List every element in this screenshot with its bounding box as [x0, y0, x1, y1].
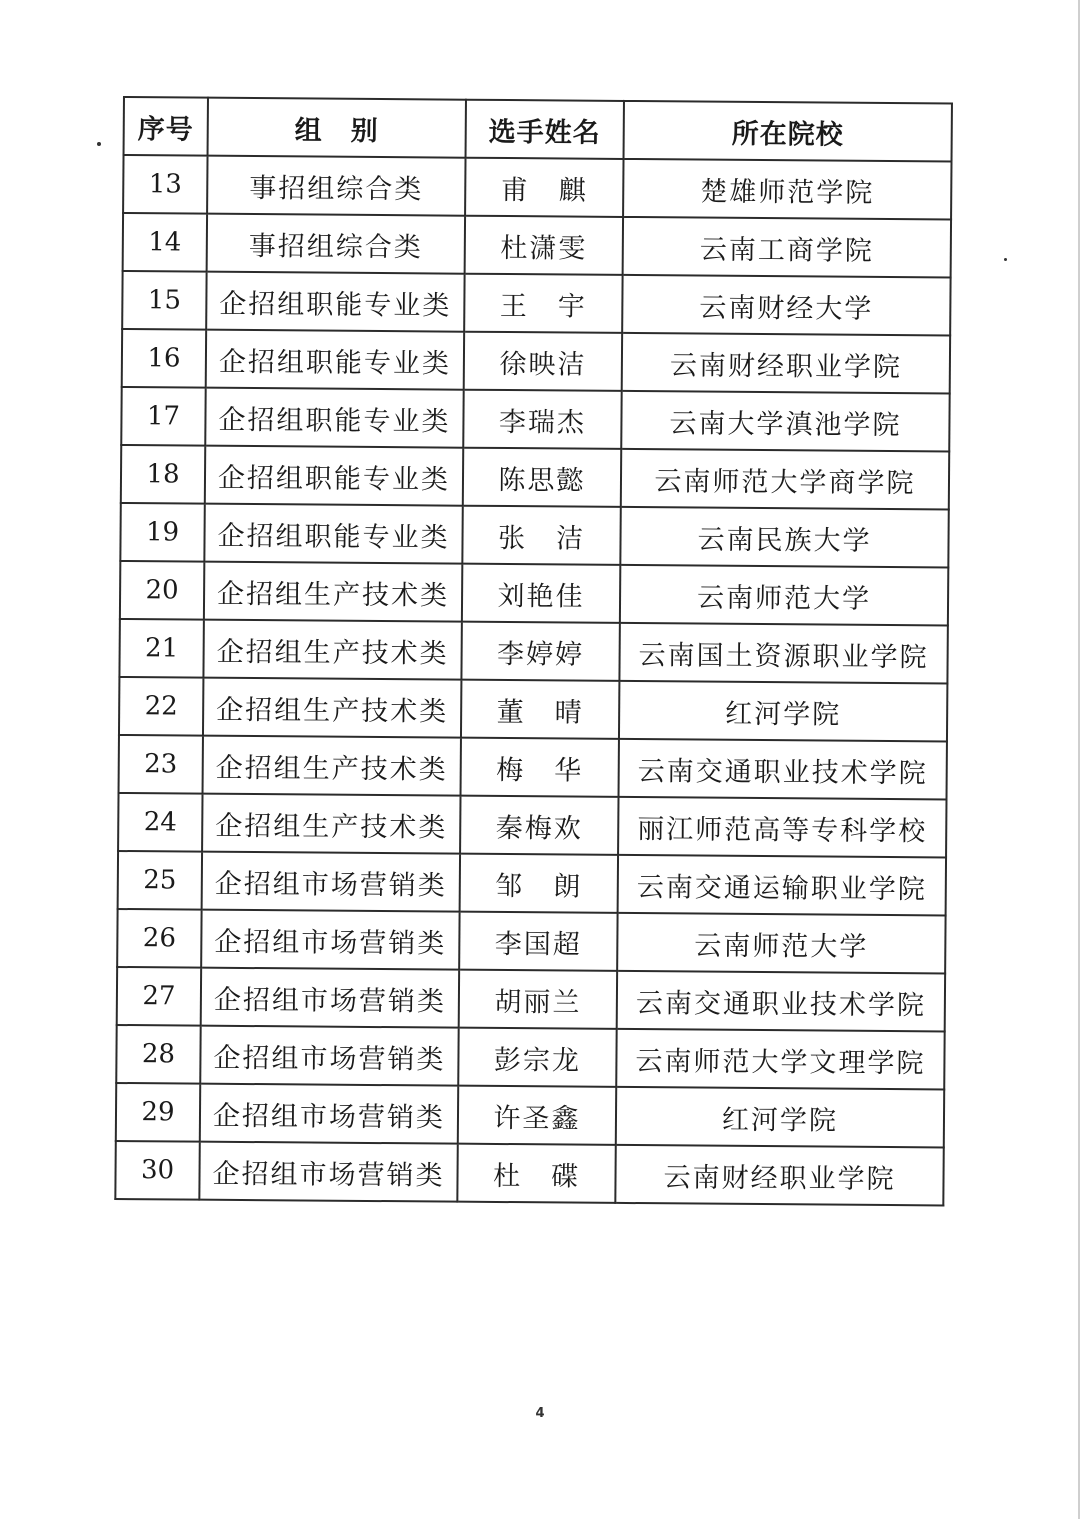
table-row: [122, 271, 950, 336]
group-cell: 企招组生产技术类: [203, 620, 461, 680]
contestant-name-cell: 杜潇雯: [465, 216, 623, 275]
school-cell: 云南国土资源职业学院: [619, 623, 947, 684]
serial-number-cell: 23: [119, 735, 203, 794]
serial-number-cell: 22: [119, 677, 203, 736]
table-row: [120, 561, 948, 626]
school-cell: 云南工商学院: [623, 217, 951, 278]
group-cell: 事招组综合类: [207, 214, 465, 274]
serial-number-cell: 30: [115, 1141, 199, 1200]
group-cell: 事招组综合类: [207, 156, 465, 216]
header-group: 组 别: [208, 98, 466, 158]
contestant-name-cell: 王 宇: [464, 274, 622, 333]
table-body: [115, 155, 951, 1205]
table-row: [119, 619, 947, 684]
serial-number-cell: 24: [118, 793, 202, 852]
contestant-name-cell: 胡丽兰: [459, 970, 617, 1029]
table-row: [121, 387, 949, 452]
contestant-name-cell: 许圣鑫: [458, 1086, 616, 1145]
serial-number-cell: 25: [118, 851, 202, 910]
school-cell: 云南财经大学: [622, 275, 950, 336]
serial-number-cell: 29: [116, 1083, 200, 1142]
school-cell: 云南民族大学: [620, 507, 948, 568]
school-cell: 云南财经职业学院: [622, 333, 950, 394]
group-cell: 企招组生产技术类: [202, 794, 460, 854]
table-row: [119, 677, 947, 742]
school-cell: 楚雄师范学院: [623, 159, 951, 220]
serial-number-cell: 17: [121, 387, 205, 446]
school-cell: 云南师范大学商学院: [621, 449, 949, 510]
group-cell: 企招组市场营销类: [201, 968, 459, 1028]
school-cell: 云南交通运输职业学院: [618, 855, 946, 916]
contestant-name-cell: 李国超: [459, 912, 617, 971]
group-cell: 企招组生产技术类: [203, 736, 461, 796]
contestant-name-cell: 刘艳佳: [462, 564, 620, 623]
group-cell: 企招组职能专业类: [205, 388, 463, 448]
serial-number-cell: 21: [119, 619, 203, 678]
school-cell: 云南师范大学文理学院: [616, 1029, 944, 1090]
serial-number-cell: 28: [116, 1025, 200, 1084]
school-cell: 云南交通职业技术学院: [617, 971, 945, 1032]
page-number: 4: [535, 1406, 545, 1421]
serial-number-cell: 27: [117, 967, 201, 1026]
scan-speck: [1004, 258, 1007, 261]
contestant-name-cell: 梅 华: [461, 738, 619, 797]
serial-number-cell: 13: [123, 155, 207, 214]
serial-number-cell: 20: [120, 561, 204, 620]
group-cell: 企招组市场营销类: [200, 1084, 458, 1144]
serial-number-cell: 16: [122, 329, 206, 388]
header-serial-number: 序号: [124, 97, 208, 156]
serial-number-cell: 26: [117, 909, 201, 968]
group-cell: 企招组市场营销类: [200, 1026, 458, 1086]
school-cell: 丽江师范高等专科学校: [618, 797, 946, 858]
contestant-name-cell: 秦梅欢: [460, 796, 618, 855]
contestant-name-cell: 李婷婷: [461, 622, 619, 681]
table-row: [122, 329, 950, 394]
contestant-name-cell: 张 洁: [462, 506, 620, 565]
table-row: [117, 909, 945, 974]
header-contestant-name: 选手姓名: [466, 100, 624, 159]
table-row: [120, 503, 948, 568]
serial-number-cell: 19: [120, 503, 204, 562]
table-row: [116, 1025, 944, 1090]
school-cell: 云南财经职业学院: [615, 1145, 943, 1206]
contestant-name-cell: 甫 麒: [465, 158, 623, 217]
table-row: [121, 445, 949, 510]
table-row: [116, 1083, 944, 1148]
group-cell: 企招组生产技术类: [203, 678, 461, 738]
serial-number-cell: 15: [122, 271, 206, 330]
contestant-name-cell: 彭宗龙: [458, 1028, 616, 1087]
school-cell: 红河学院: [616, 1087, 944, 1148]
table-row: [123, 155, 951, 220]
table-row: [118, 793, 946, 858]
group-cell: 企招组职能专业类: [206, 272, 464, 332]
header-school: 所在院校: [624, 101, 952, 162]
table-header-row: [124, 97, 952, 162]
group-cell: 企招组市场营销类: [202, 852, 460, 912]
scan-speck: [97, 142, 101, 146]
school-cell: 云南交通职业技术学院: [619, 739, 947, 800]
group-cell: 企招组职能专业类: [205, 446, 463, 506]
table-row: [118, 851, 946, 916]
group-cell: 企招组市场营销类: [199, 1142, 457, 1202]
serial-number-cell: 18: [121, 445, 205, 504]
group-cell: 企招组生产技术类: [204, 562, 462, 622]
contestant-name-cell: 徐映洁: [464, 332, 622, 391]
group-cell: 企招组市场营销类: [201, 910, 459, 970]
school-cell: 云南大学滇池学院: [621, 391, 949, 452]
group-cell: 企招组职能专业类: [204, 504, 462, 564]
contestant-name-cell: 董 晴: [461, 680, 619, 739]
serial-number-cell: 14: [123, 213, 207, 272]
contestant-name-cell: 邹 朗: [460, 854, 618, 913]
contestant-name-cell: 李瑞杰: [463, 390, 621, 449]
group-cell: 企招组职能专业类: [206, 330, 464, 390]
school-cell: 红河学院: [619, 681, 947, 742]
contestant-name-cell: 陈思懿: [463, 448, 621, 507]
school-cell: 云南师范大学: [617, 913, 945, 974]
table-row: [115, 1141, 943, 1206]
table-row: [119, 735, 947, 800]
table-row: [123, 213, 951, 278]
school-cell: 云南师范大学: [620, 565, 948, 626]
participants-table-container: [114, 96, 951, 1206]
contestant-name-cell: 杜 碟: [457, 1144, 615, 1203]
participants-table: [114, 96, 953, 1206]
table-row: [117, 967, 945, 1032]
